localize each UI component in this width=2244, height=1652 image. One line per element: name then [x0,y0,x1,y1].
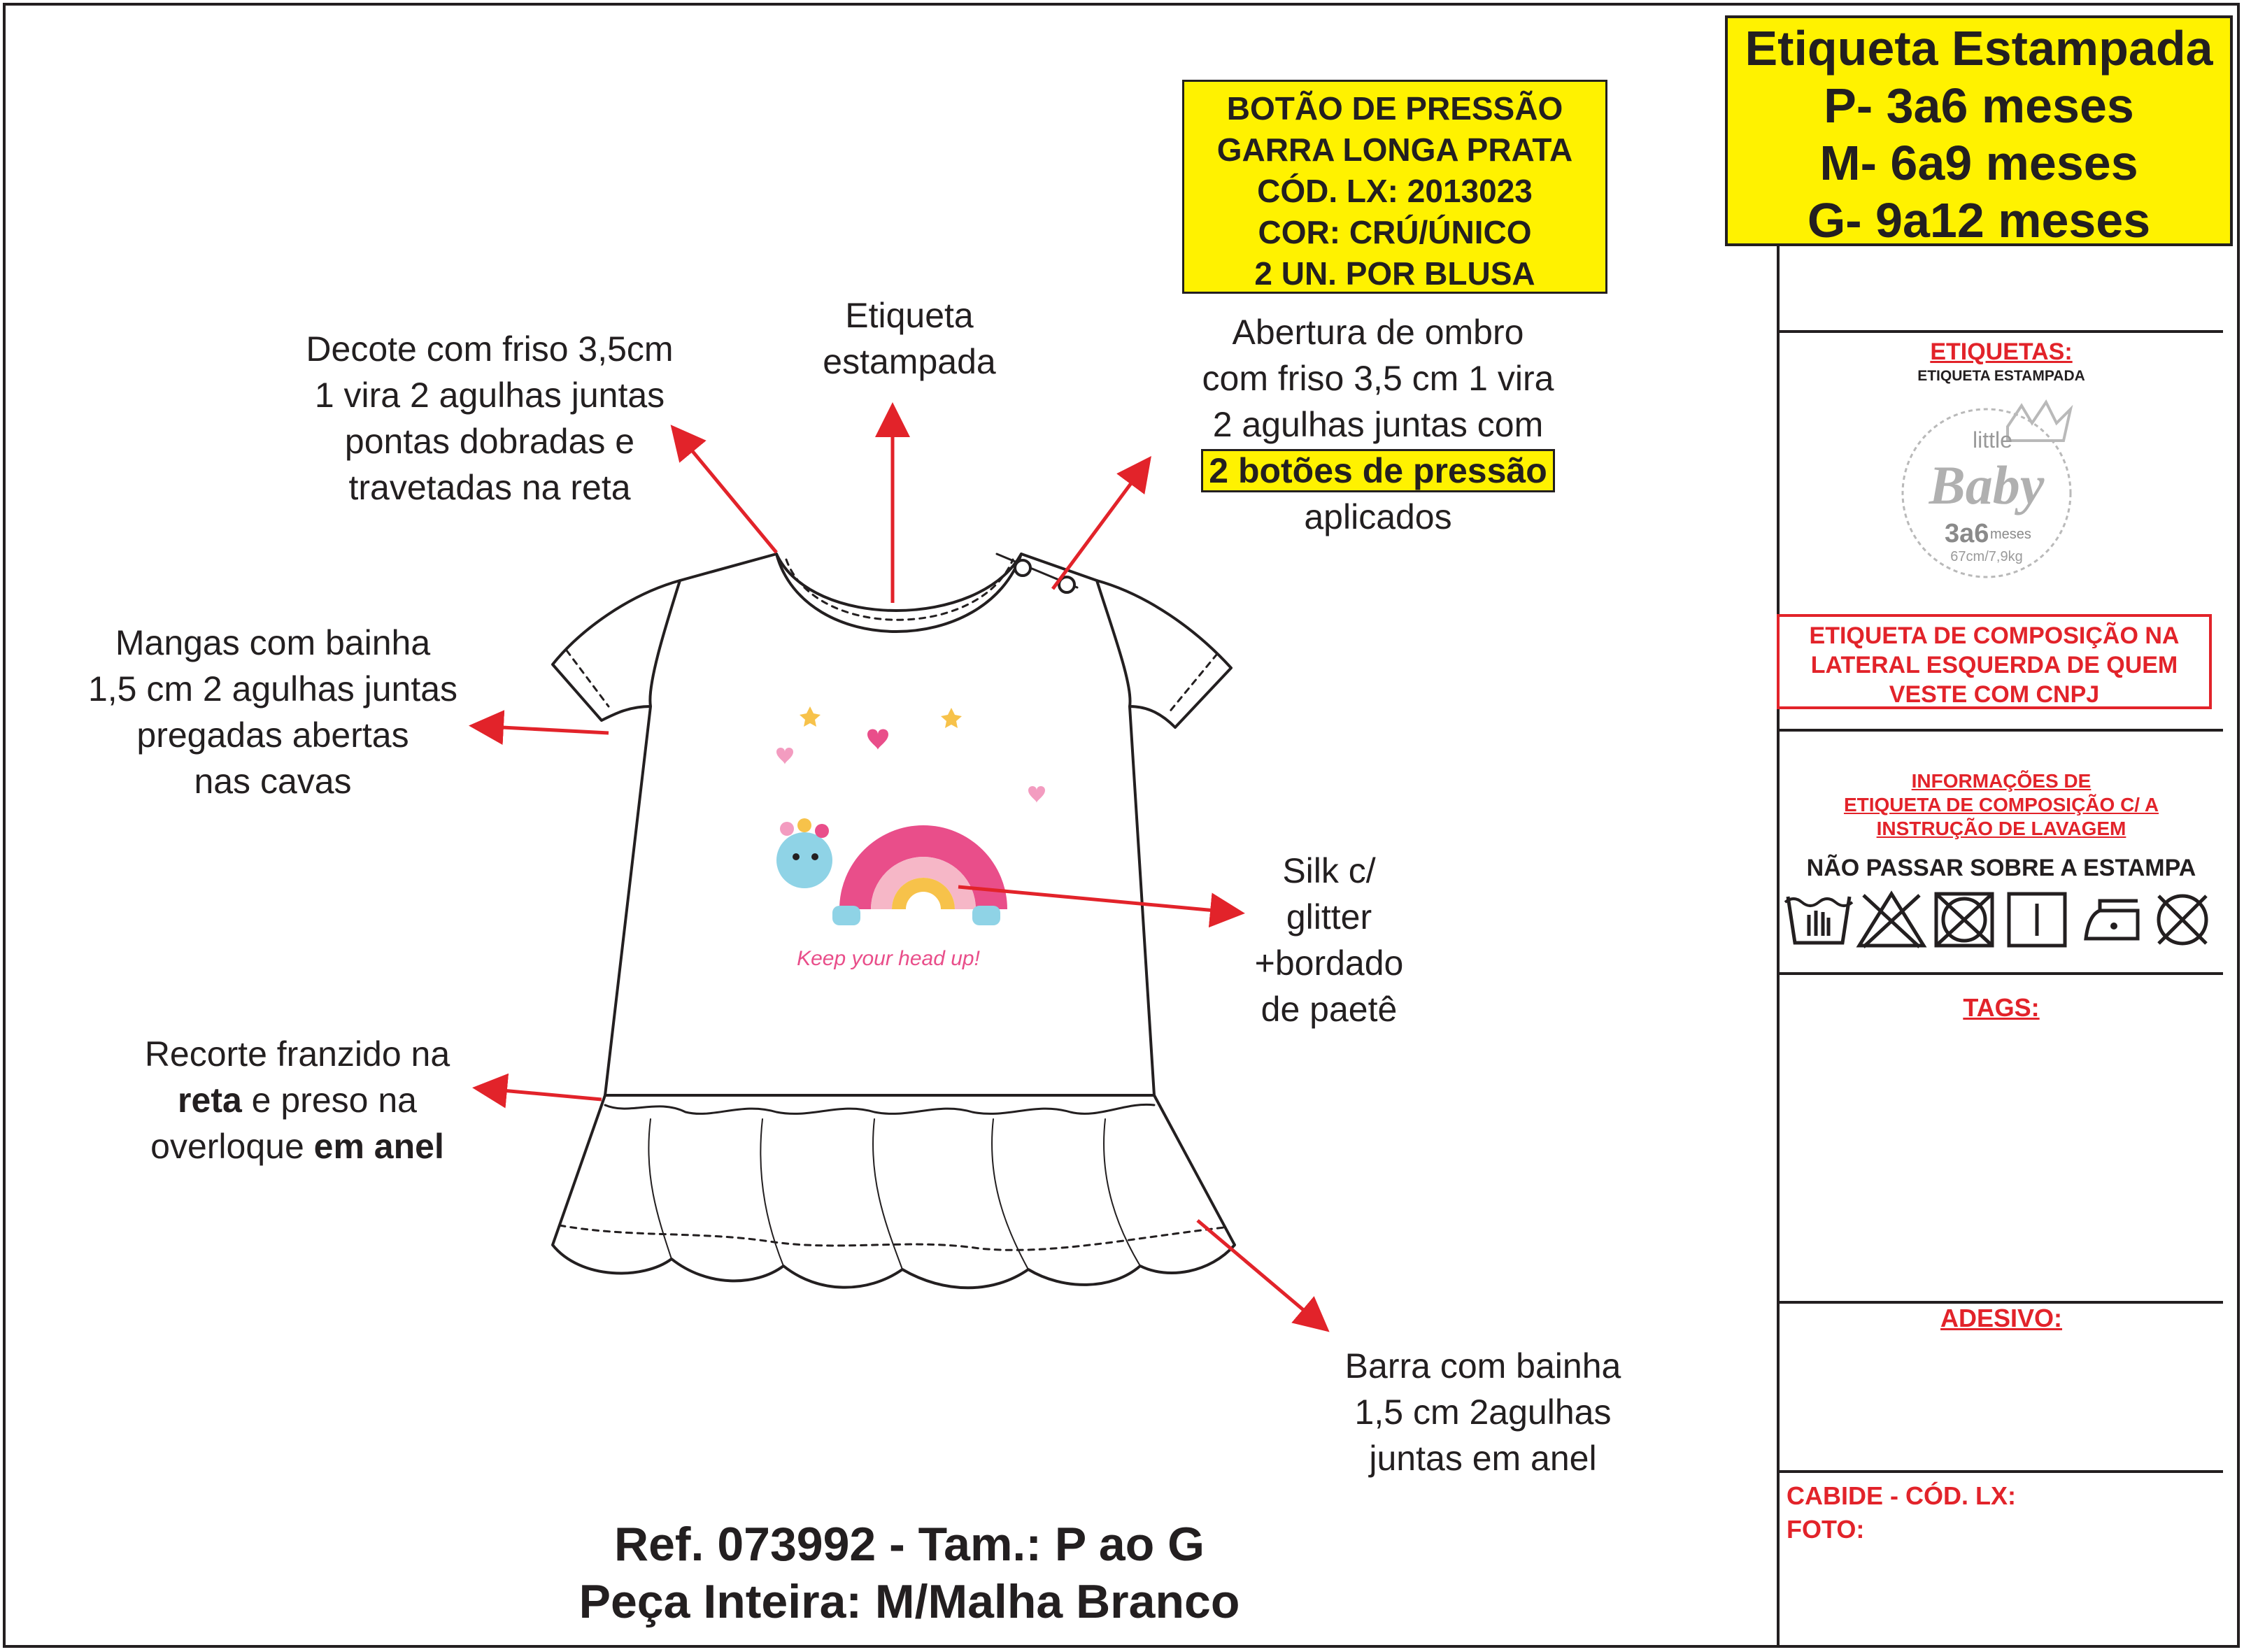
sidebar-divider [1777,729,2223,732]
arrow-gathered [479,1088,602,1099]
logo-size: 3a6 [1945,519,1989,548]
note-text: e preso na [241,1081,417,1120]
snap-line: COR: CRÚ/ÚNICO [1258,214,1532,250]
peplum-ruffle [553,1095,1235,1288]
crown-icon [2008,402,2071,441]
turtle-leg [972,906,1000,925]
snap-button [1015,560,1030,576]
adesivo-title: ADESIVO: [1940,1304,2063,1332]
care-info-line: INSTRUÇÃO DE LAVAGEM [1876,818,2126,839]
left-sleeve-hem [567,650,609,706]
label-size-title: Etiqueta Estampada [1745,21,2213,76]
etiquetas-subtitle: ETIQUETA ESTAMPADA [1917,368,2085,384]
logo-measure: 67cm/7,9kg [1950,549,2023,564]
footer-ref: Ref. 073992 - Tam.: P ao G [613,1518,1205,1571]
no-iron-warning: NÃO PASSAR SOBRE A ESTAMPA [1806,855,2196,881]
composition-line: LATERAL ESQUERDA DE QUEM [1810,652,2178,678]
logo-size-unit: meses [1990,527,2031,542]
bodice [605,554,1154,1095]
arrow-sleeves [476,726,609,733]
note-line: 1,5 cm 2 agulhas juntas [87,669,458,708]
note-line: +bordado [1254,944,1404,983]
sidebar-divider [1777,330,2223,333]
label-size-p: P- 3a6 meses [1824,78,2134,133]
label-size-m: M- 6a9 meses [1819,136,2138,190]
note-line: pregadas abertas [136,715,409,755]
logo-brand: Baby [1929,455,2045,515]
care-info-title [1780,769,2223,841]
composition-line: VESTE COM CNPJ [1889,681,2100,708]
turtle-eye [811,853,818,860]
turtle-leg [832,906,860,925]
footer-piece: Peça Inteira: M/Malha Branco [578,1575,1240,1628]
note-text: overloque [150,1127,314,1166]
note-line: nas cavas [194,762,352,801]
flower-crown [797,818,811,832]
printed-label-size-box [1725,15,2233,246]
arrow-neckline [675,430,776,553]
note-line: Silk c/ [1282,851,1376,890]
note-bold: reta [178,1081,242,1120]
note-line: Abertura de ombro [1232,313,1524,352]
sidebar-divider [1777,1470,2223,1473]
etiquetas-title: ETIQUETAS: [1930,339,2073,365]
right-sleeve-hem [1168,654,1217,713]
care-info-line: INFORMAÇÕES DE [1911,770,2092,792]
note-line: pontas dobradas e [344,422,635,461]
hand-wash-icon [1782,890,1855,950]
snap-line: GARRA LONGA PRATA [1216,131,1573,168]
note-line: travetadas na reta [348,468,631,507]
note-bold: em anel [313,1127,444,1166]
note-line: juntas em anel [1369,1439,1597,1478]
foto-label: FOTO: [1787,1515,1865,1544]
note-line: glitter [1286,897,1372,937]
note-line: 2 agulhas juntas com [1212,405,1544,444]
composition-note-box [1777,614,2212,709]
note-line: Etiqueta [845,296,974,335]
note-line: de paetê [1261,990,1398,1029]
line-dry-icon [2001,890,2073,950]
note-line: 1,5 cm 2agulhas [1354,1393,1612,1432]
artwork-slogan: Keep your head up! [797,947,980,970]
tags-title: TAGS: [1963,993,2040,1022]
snap-line: 2 UN. POR BLUSA [1254,255,1535,292]
arrow-hem [1198,1220,1324,1327]
arrow-shoulder [1053,462,1147,589]
flower-crown [780,822,794,836]
note-line: aplicados [1304,497,1452,536]
note-line: Mangas com bainha [115,623,431,662]
snap-line: BOTÃO DE PRESSÃO [1226,90,1563,127]
note-line: Decote com friso 3,5cm [306,329,674,369]
note-line: Recorte franzido na [144,1034,450,1074]
logo-little: little [1973,427,2012,453]
turtle-eye [793,853,800,860]
sidebar-divider [1777,972,2223,975]
note-line: Barra com bainha [1344,1346,1621,1386]
care-symbols-row [1782,890,2216,950]
label-size-g: G- 9a12 meses [1807,193,2151,248]
brand-logo [1889,392,2105,588]
flower-crown [815,824,829,838]
cabide-code: CABIDE - CÓD. LX: [1787,1481,2016,1510]
do-not-bleach-icon [1855,890,1928,950]
note-line: 1 vira 2 agulhas juntas [314,376,665,415]
turtle-head [776,832,832,888]
do-not-tumble-dry-icon [1928,890,2001,950]
note-line: estampada [823,342,996,381]
care-info-line: ETIQUETA DE COMPOSIÇÃO C/ A [1843,794,2159,816]
snap-line: CÓD. LX: 2013023 [1257,173,1533,209]
do-not-dry-clean-icon [2146,890,2219,950]
note-line: com friso 3,5 cm 1 vira [1202,359,1554,398]
iron-low-icon [2073,890,2146,950]
composition-line: ETIQUETA DE COMPOSIÇÃO NA [1809,622,2180,649]
snap-highlight: 2 botões de pressão [1201,449,1555,492]
